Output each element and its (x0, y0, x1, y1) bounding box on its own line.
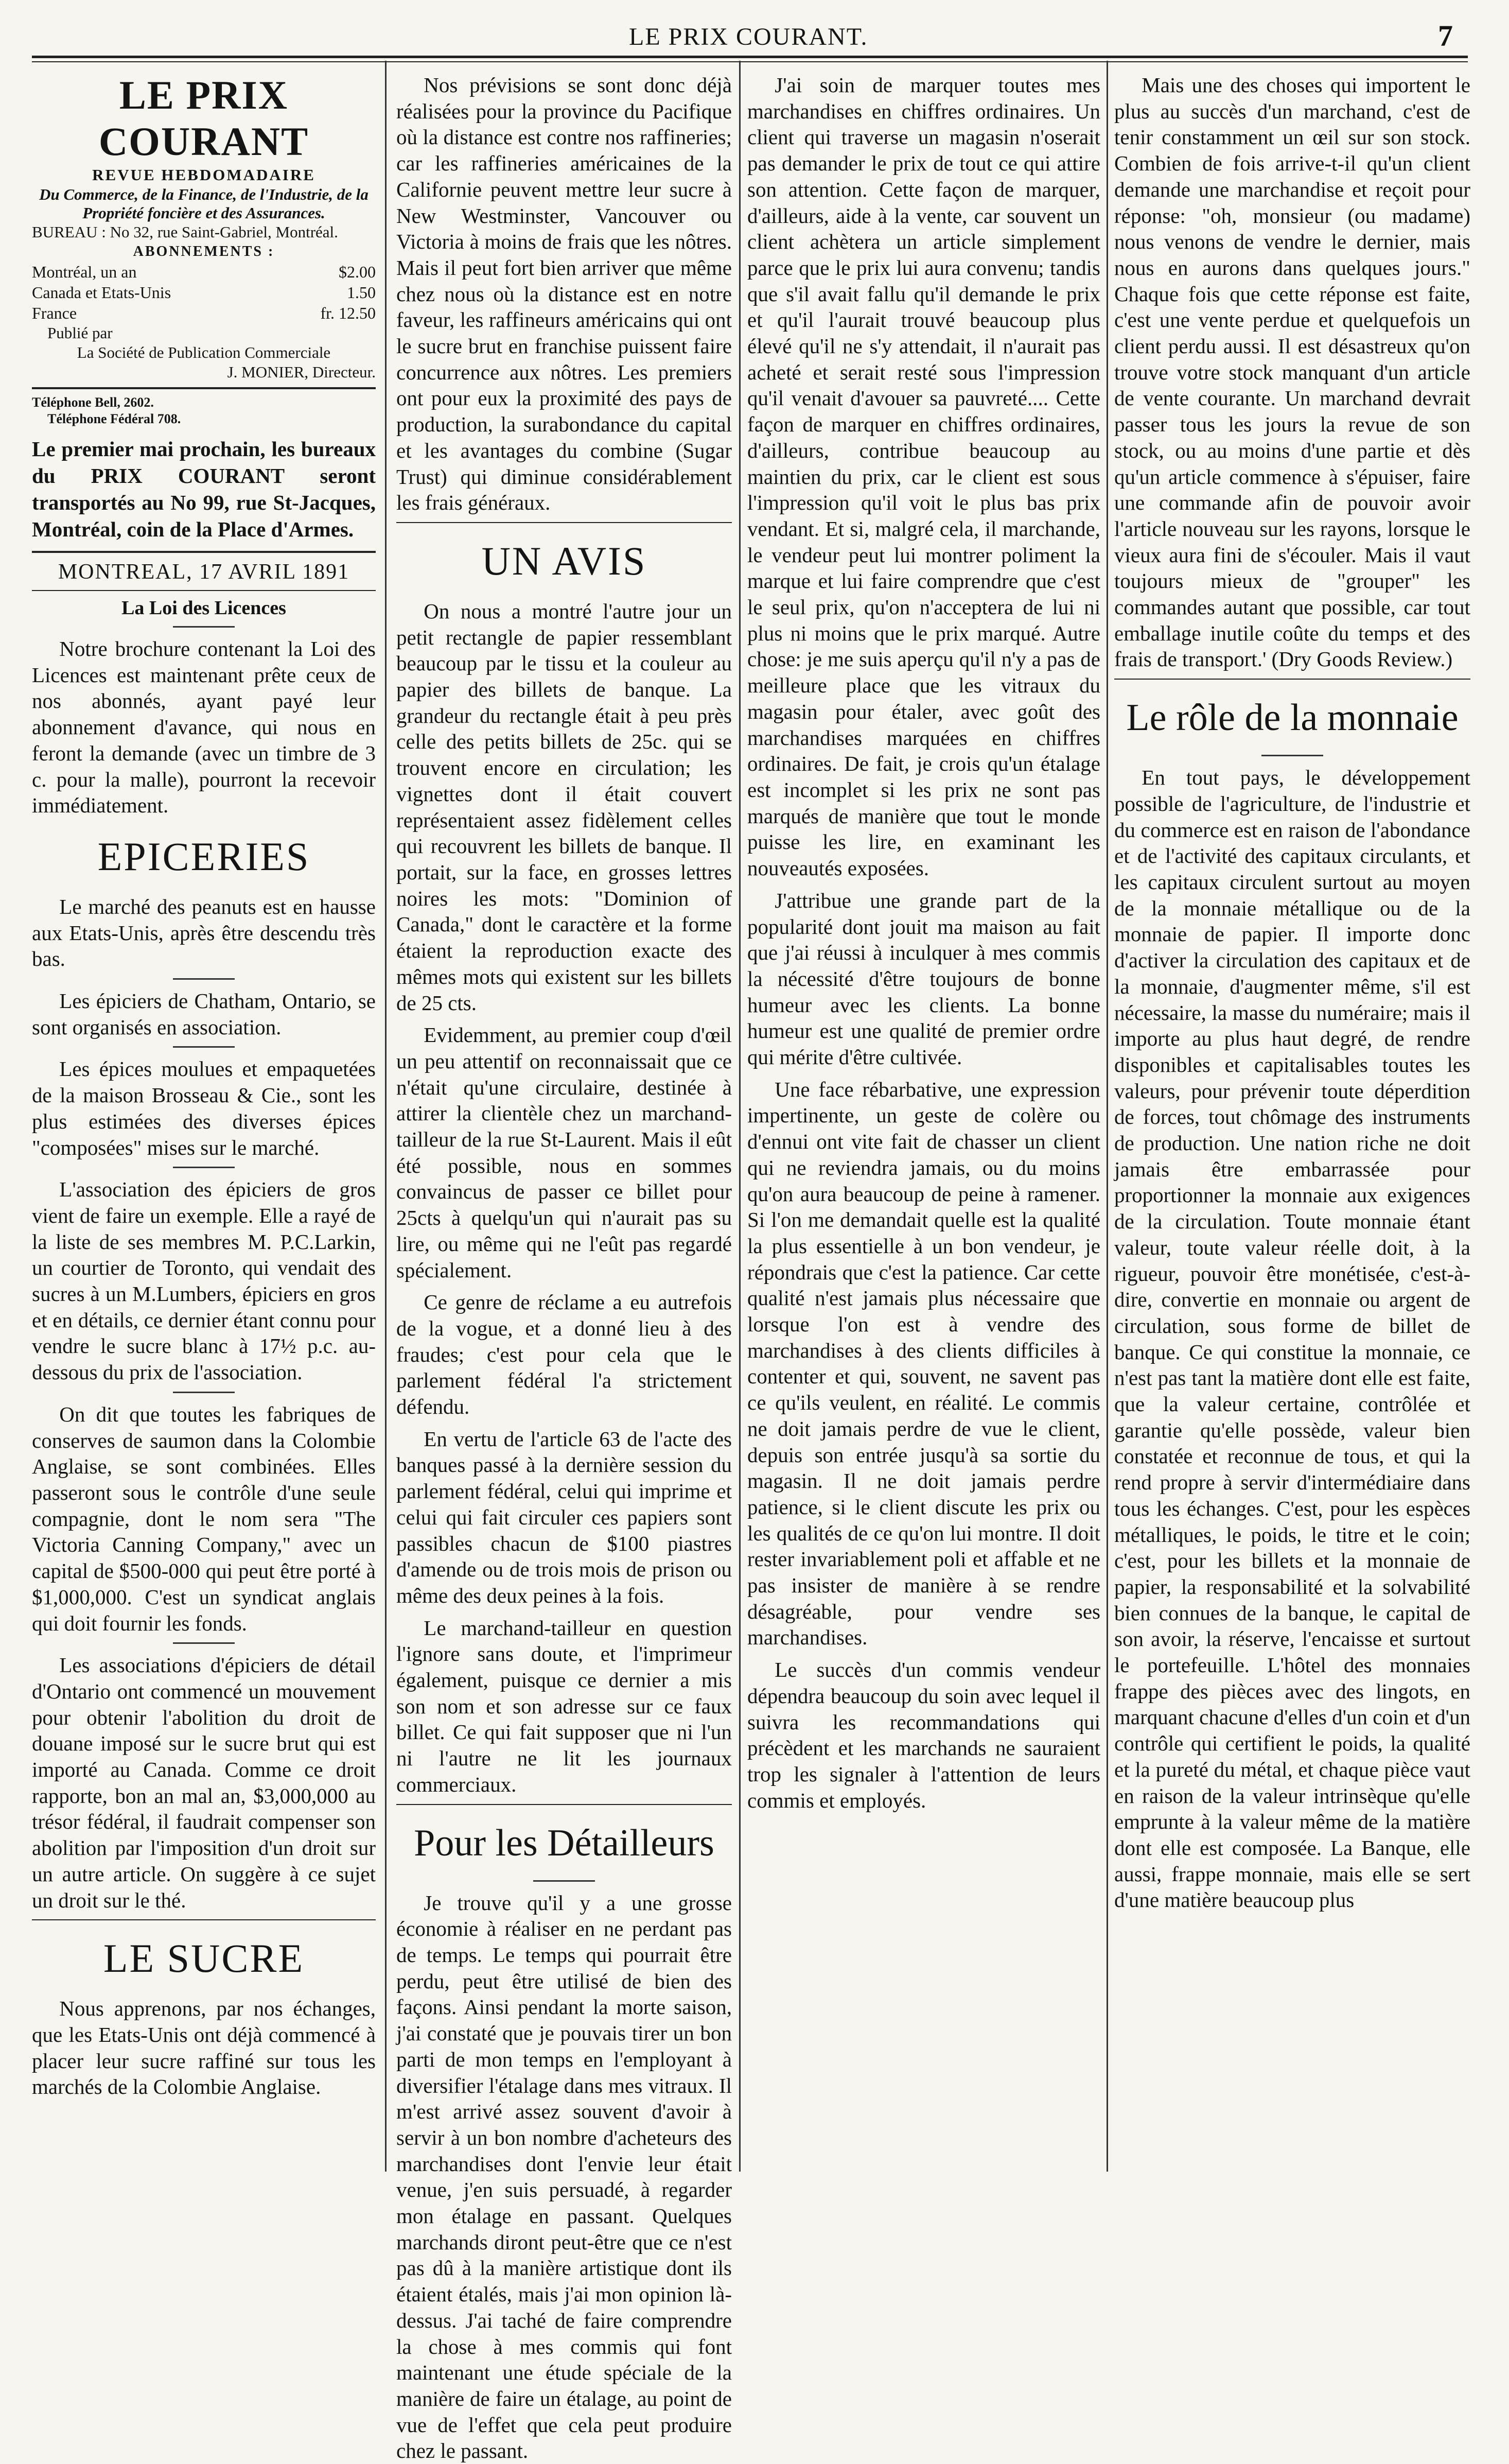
column-divider (739, 61, 741, 2172)
epiceries-paragraph: L'association des épiciers de gros vient de faire un exemple. Elle a rayé de la liste de ses membres M. P.C.Larkin, un courtier de Toronto, qui vendait des sucres à un M.Lumbers, épiciers en gros et en détails, ce dernier étant connu pour vendre le sucre blanc à 17½ p.c. au-dessous du prix de l'association. (32, 1177, 376, 1384)
moving-notice: Le premier mai prochain, les bureaux du PRIX COURANT seront transportés au No 99, rue St-Jacques, Montréal, coin de la Place d'Armes. (32, 437, 376, 541)
directeur: J. MONIER, Directeur. (227, 363, 376, 381)
column-2 (396, 72, 732, 2463)
short-rule (1261, 755, 1323, 756)
price-value: 1.50 (347, 283, 376, 302)
section-rule (396, 522, 732, 523)
avis-title: UN AVIS (481, 538, 647, 583)
short-rule (173, 626, 235, 628)
epiceries-paragraph: Le marché des peanuts est en hausse aux Etats-Unis, après être descendu très bas. (32, 894, 376, 971)
dateline-rule (32, 590, 376, 591)
section-rule (1114, 679, 1470, 680)
price-row (32, 303, 376, 323)
price-row (32, 282, 376, 303)
detailleurs-title: Pour les Détailleurs (414, 1821, 714, 1864)
telephone-federal: Téléphone Fédéral 708. (47, 411, 181, 426)
publie-par: Publié par (47, 324, 113, 342)
column-divider (385, 61, 387, 2172)
page-header (0, 0, 1509, 58)
detailleurs-paragraph: Le succès d'un commis vendeur dépendra beaucoup du soin avec lequel il suivra les recommandations qui précèdent et les marchands ne sauraient trop les signaler à l'attention de leurs commis et employés. (747, 1658, 1100, 1812)
avis-paragraph: Ce genre de réclame a eu autrefois de la vogue, et a donné lieu à des fraudes; c'est pour cela que le parlement fédéral l'a strictement défendu. (396, 1290, 732, 1419)
monnaie-paragraph: En tout pays, le développement possible de l'agriculture, de l'industrie et du commerce est en raison de l'abondance et de l'activité des capitaux circulants, et les capitaux circulent surtout au moyen de la monnaie métallique ou de la monnaie de papier. Il importe donc d'activer la circulation des capitaux et de la monnaie, d'augmenter même, s'il est nécessaire, la masse du numéraire; mais il importe au plus haut degré, de rendre disponibles et capitalisables toutes les valeurs, pour prévenir toute déperdition de forces, tout chômage des instruments de production. Une nation riche ne doit jamais être embarrassée pour proportionner la monnaie aux exigences de la circulation. Toute monnaie étant valeur, toute valeur réelle doit, à la rigueur, pouvoir être monétisée, c'est-à-dire, convertie en monnaie ou argent de circulation, sous forme de billet de banque. Ce qui constitue la monnaie, ce n'est pas tant la matière dont elle est faite, que la valeur certaine, contrôlée et garantie qu'elle possède, valeur bien constatée et reconnue de tous, et qui la rend propre à servir d'intermédiaire dans tous les échanges. C'est, pour les espèces métalliques, le poids, le titre et le coin; c'est, pour les billets et la monnaie de papier, la responsabilité et la solvabilité bien connues de la banque, le capital de son avoir, la réserve, l'encaisse et surtout le portefeuille. L'hôtel des monnaies frappe des pièces avec des lingots, en marquant chacune d'elles d'un coin et d'un contrôle qui certifient le poids, la qualité et la pureté du métal, et chaque pièce vaut en raison de la valeur intrinsèque qu'elle emprunte à la valeur même de la matière dont elle est composée. La Banque, elle aussi, frappe monnaie, mais elle se sert d'une matière beaucoup plus (1114, 766, 1470, 1912)
abonnements-label: ABONNEMENTS : (133, 244, 275, 259)
detailleurs-paragraph: J'ai soin de marquer toutes mes marchandises en chiffres ordinaires. Un client qui traverse un magasin n'oserait pas demander le prix de tout ce qui attire son attention. Cette façon de marquer, d'ailleurs, aide à la vente, car souvent un client achètera un article simplement parce que le prix lui aura convenu; tandis que s'il avait fallu qu'il demande le prix et qu'il l'aurait trouvé beaucoup plus élevé qu'il ne s'y attendait, il n'aurait pas acheté et serait resté sous l'impression qu'il venait d'avouer sa pauvreté.... Cette façon de marquer en chiffres ordinaires, d'ailleurs, contribue beaucoup au maintien du prix, car le client est sous l'impression qu'il voit le plus bas prix vendant. Et si, malgré cela, il marchande, le vendeur peut lui montrer poliment la marque et lui faire comprendre que c'est le seul prix, qu'on n'acceptera de lui ni plus ni moins que le prix marqué. Autre chose: je me suis aperçu qu'il n'y a pas de meilleure place que les vitraux du magasin pour étaler, avec goût des marchandises marquées en chiffres ordinaires. De fait, je crois qu'un étalage est incomplet si les prix ne sont pas marqués de manière que tout le monde puisse les lire, en examinant les nouveautés exposées. (747, 73, 1100, 880)
price-value: fr. 12.50 (320, 304, 376, 322)
column-1 (32, 72, 376, 2162)
telephone-bell: Téléphone Bell, 2602. (32, 395, 154, 410)
running-title: LE PRIX COURANT. (629, 23, 868, 50)
sucre-paragraph: Nous apprenons, par nos échanges, que les Etats-Unis ont déjà commencé à placer leur sucre raffiné sur tous les marchés de la Colombie Anglaise. (32, 1997, 376, 2099)
price-row (32, 262, 376, 282)
epiceries-paragraph: Les associations d'épiciers de détail d'Ontario ont commencé un mouvement pour obtenir l'abolition du droit de douane imposé sur le sucre brut qui est importé au Canada. Comme ce droit rapporte, bon an mal an, $3,000,000 au trésor fédéral, il faudrait compenser son abolition par l'imposition d'un droit sur un autre article. On suggère à ce sujet un droit sur le thé. (32, 1653, 376, 1912)
column-divider (1107, 61, 1108, 2172)
loi-paragraph: Notre brochure contenant la Loi des Licences est maintenant prête ceux de nos abonnés, ayant payé leur abonnement d'avance, qui nous en feront la demande (avec un timbre de 3 c. pour la malle), pourront la recevoir immédiatement. (32, 637, 376, 818)
notice-rule (32, 551, 376, 553)
sucre-paragraph: Nos prévisions se sont donc déjà réalisées pour la province du Pacifique où la distance est contre nos raffineries; car les raffineries américaines de la Californie peuvent mettre leur sucre à New Westminster, Vancouver ou Victoria à moins de frais que les nôtres. Mais il peut fort bien arriver que même chez nous où la distance est en notre faveur, les raffineurs américains qui ont le sucre brut en franchise puissent faire concurrence aux nôtres. Les premiers ont pour eux la proximité des pays de production, la surabondance du capital et les avantages du combine (Sugar Trust) qui diminue considérablement les frais généraux. (396, 73, 732, 515)
section-rule (396, 1804, 732, 1805)
epiceries-title: EPICERIES (97, 834, 310, 879)
column-3 (747, 72, 1100, 2162)
section-rule (32, 1919, 376, 1920)
epiceries-paragraph: Les épices moulues et empaquetées de la maison Brosseau & Cie., sont les plus estimées des diverses épices "composées" mises sur le marché. (32, 1057, 376, 1159)
column-4 (1114, 72, 1470, 2162)
price-place: Canada et Etats-Unis (32, 283, 171, 302)
masthead-description: Du Commerce, de la Finance, de l'Industrie, de la Propriété foncière et des Assurances. (39, 185, 369, 222)
masthead-bureau: BUREAU : No 32, rue Saint-Gabriel, Montréal. (32, 223, 338, 241)
societe: La Société de Publication Commerciale (77, 343, 331, 361)
detailleurs-paragraph: Mais une des choses qui importent le plus au succès d'un marchand, c'est de tenir constamment un œil sur son stock. Combien de fois arrive-t-il qu'un client demande une marchandise et reçoit pour réponse: "oh, monsieur (ou madame) nous venons de vendre le dernier, mais nous en aurons dans quelques jours." Chaque fois que cette réponse est faite, c'est une vente perdue et quelquefois un client perdu aussi. Il est désastreux qu'on trouve votre stock manquant d'un article de vente courante. Un marchand devrait passer tous les jours la revue de son stock, ou au moins d'une partie et dès qu'un article commence à s'épuiser, faire une commande afin de pouvoir avoir l'article nouveau sur les rayons, lorsque le vieux aura fini de s'écouler. Mais il vaut toujours mieux de "grouper" les commandes autant que possible, car tout emballage inutile coûte du temps et des frais de transport.' (Dry Goods Review.) (1114, 73, 1470, 671)
avis-paragraph: On nous a montré l'autre jour un petit rectangle de papier ressemblant beaucoup par le tissu et la couleur au papier des billets de banque. La grandeur du rectangle était à peu près celle des petits billets de 25c. qui se trouvent encore en circulation; les vignettes dont il était couvert représentaient assez fidèlement celles qui recouvrent les billets de banque. Il portait, sur la face, en grosses lettres noires les mots: "Dominion of Canada," dont le caractère et la forme étaient la reproduction exacte des mêmes mots qui existent sur les billets de 25 cts. (396, 599, 732, 1015)
short-rule (173, 978, 235, 980)
short-rule (173, 1167, 235, 1168)
epiceries-paragraph: Les épiciers de Chatham, Ontario, se sont organisés en association. (32, 989, 376, 1039)
short-rule (173, 1046, 235, 1048)
avis-paragraph: Evidemment, au premier coup d'œil un peu attentif on reconnaissait que ce n'était qu'une circulaire, destinée à attirer la clientèle chez un marchand-tailleur de la rue St-Laurent. Mais il eût été possible, nous en sommes convaincus de passer ce billet pour 25cts à quelqu'un qui n'aurait pas su lire, ou même qui ne l'eût pas regardé spécialement. (396, 1023, 732, 1282)
page-number: 7 (1438, 19, 1453, 53)
dateline: MONTREAL, 17 AVRIL 1891 (58, 560, 350, 584)
avis-paragraph: En vertu de l'article 63 de l'acte des banques passé à la dernière session du parlement fédéral, celui qui imprime et celui qui fait circuler ces papiers sont passibles chacun de $100 piastres d'amende ou de trois mois de prison ou même des deux peines à la fois. (396, 1427, 732, 1607)
price-place: France (32, 304, 77, 322)
sucre-title: LE SUCRE (103, 1936, 305, 1981)
short-rule (173, 1642, 235, 1644)
price-value: $2.00 (339, 263, 376, 281)
price-place: Montréal, un an (32, 263, 137, 281)
short-rule (173, 1392, 235, 1393)
detailleurs-paragraph: Je trouve qu'il y a une grosse économie à réaliser en ne perdant pas de temps. Le temps qui pourrait être perdu, peut être utilisé de bien des façons. Ainsi pendant la morte saison, j'ai constaté que je pouvais tirer un bon parti de mon temps en l'employant à diversifier l'étalage dans mes vitraux. Il m'est arrivé assez souvent d'avoir à servir à un bon nombre d'acheteurs des marchandises dont l'envie leur était venue, j'en suis persuadé, à regarder mon étalage en passant. Quelques marchands diront peut-être que ce n'est pas dû à la manière artistique dont ils étaient étalés, mais j'ai mon opinion là-dessus. J'ai taché de faire comprendre la chose à mes commis qui font maintenant une étude spéciale de la manière de faire un étalage, au point de vue de l'effet que cela peut produire chez le passant. (396, 1890, 732, 2463)
detailleurs-paragraph: Une face rébarbative, une expression impertinente, un geste de colère ou d'ennui ont vite fait de chasser un client qui ne reviendra jamais, ou du moins qu'on aura beaucoup de peine à ramener. Si l'on me demandait quelle est la qualité la plus essentielle à un bon vendeur, je répondrais que c'est la patience. Car cette qualité n'est jamais plus nécessaire que lorsque l'on est à vendre des marchandises à des clients difficiles à contenter et qui, souvent, ne savent pas ce qu'ils veulent, en réalité. Le commis ne doit jamais perdre de vue le client, depuis son entrée jusqu'à sa sortie du magasin. Il ne doit jamais perdre patience, si le client discute les prix ou les qualités de ce qu'on lui montre. Il doit rester invariablement poli et affable et ne pas insister de manière à se rendre désagréable, pour vendre ses marchandises. (747, 1077, 1100, 1650)
monnaie-title: Le rôle de la monnaie (1126, 697, 1459, 739)
short-rule (533, 1880, 595, 1882)
masthead-rule (32, 387, 376, 389)
masthead-title: LE PRIX COURANT (98, 73, 309, 164)
header-rule (32, 56, 1468, 62)
epiceries-paragraph: On dit que toutes les fabriques de conserves de saumon dans la Colombie Anglaise, se sont combinées. Elles passeront sous le contrôle d'une seule compagnie, dont le nom sera "The Victoria Canning Company," avec un capital de $500-000 qui peut être porté à $1,000,000. C'est un syndicat anglais qui doit fournir les fonds. (32, 1402, 376, 1635)
masthead-subtitle: REVUE HEBDOMADAIRE (92, 166, 315, 184)
loi-heading: La Loi des Licences (121, 597, 286, 619)
avis-paragraph: Le marchand-tailleur en question l'ignore sans doute, et l'imprimeur également, puisque ce dernier a mis son nom et son adresse sur ce faux billet. Ce qui fait supposer que ni l'un ni l'autre ne lit les journaux commerciaux. (396, 1616, 732, 1796)
detailleurs-paragraph: J'attribue une grande part de la popularité dont jouit ma maison au fait que j'ai réussi à inculquer à mes commis la nécessité d'être toujours de bonne humeur avec les clients. La bonne humeur est une qualité de premier ordre qui mérite d'être cultivée. (747, 888, 1100, 1069)
